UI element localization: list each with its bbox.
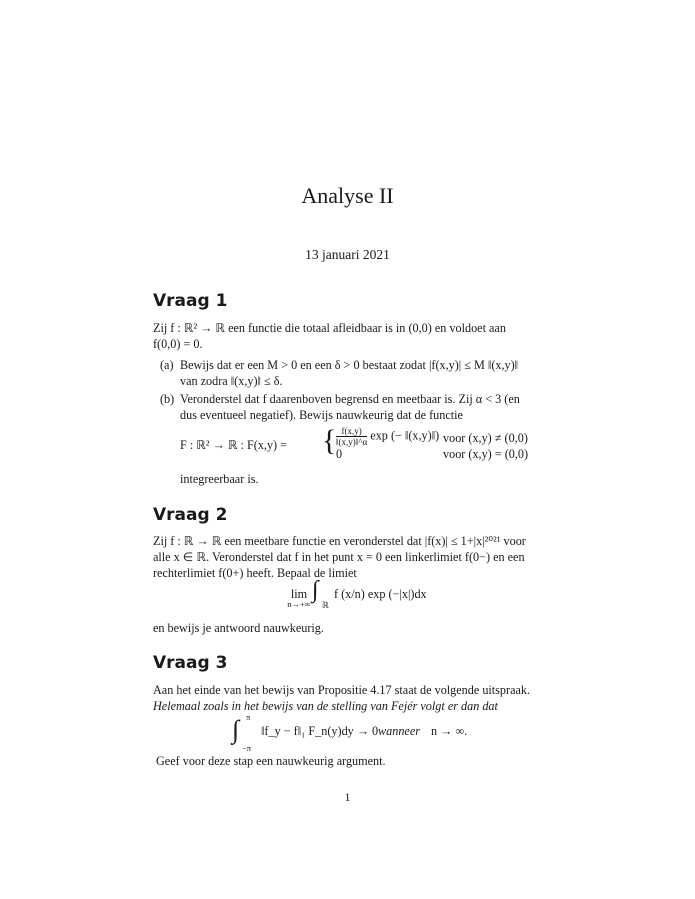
q3-integral-sign: ∫: [232, 715, 240, 744]
q3-line2: Helemaal zoals in het bewijs van de stelling van Fejér volgt er dan dat: [153, 699, 498, 713]
document-title: Analyse II: [301, 183, 394, 208]
q2-lim-subscript: n→+∞: [287, 599, 311, 609]
q1-equation-case2-condition: voor (x,y) = (0,0): [443, 447, 529, 461]
q3-when: wanneer: [378, 724, 420, 738]
q2-text: [153, 533, 545, 581]
document-date: 13 januari 2021: [305, 247, 390, 262]
q1-after: integreerbaar is.: [180, 472, 259, 486]
q1-part-a-label: (a): [160, 358, 174, 372]
q2-line3: rechterlimiet f(0+) heeft. Bepaal de limiet: [153, 566, 357, 580]
q1-heading: Vraag 1: [153, 291, 228, 311]
q1-part-b-line1: Veronderstel dat f daarenboven begrensd en meetbaar is. Zij α < 3 (en: [180, 392, 520, 406]
q1-fraction-denominator: ‖(x,y)‖^α: [336, 437, 368, 447]
q3-heading: Vraag 3: [153, 653, 228, 673]
q2-integral-sign: ∫: [312, 577, 319, 603]
q1-intro: [153, 320, 545, 352]
q3-text: [153, 682, 545, 714]
q1-equation-lhs: F : ℝ² → ℝ : F(x,y) =: [180, 438, 288, 452]
q1-equation-fraction: [336, 426, 367, 447]
q2-after: en bewijs je antwoord nauwkeurig.: [153, 621, 324, 635]
q3-after: Geef voor deze stap een nauwkeurig argument.: [156, 754, 386, 768]
q1-equation-brace: {: [322, 424, 337, 457]
q3-limit: n → ∞.: [431, 724, 468, 738]
page-number: 1: [344, 790, 351, 804]
q2-integral-domain: ℝ: [322, 600, 329, 610]
q1-part-a: [160, 357, 545, 389]
q2-line1: Zij f : ℝ → ℝ een meetbare functie en veronderstel dat |f(x)| ≤ 1+|x|²⁰²¹ voor: [153, 534, 526, 548]
q3-integral-upper: π: [246, 712, 251, 722]
q1-part-a-line1: Bewijs dat er een M > 0 en een δ > 0 bestaat zodat |f(x,y)| ≤ M ‖(x,y)‖: [180, 358, 519, 372]
q1-equation-case1: [336, 426, 439, 447]
q1-intro-line2: f(0,0) = 0.: [153, 337, 203, 351]
q3-integral-lower: −π: [242, 743, 252, 753]
q3-line1: Aan het einde van het bewijs van Propositie 4.17 staat de volgende uitspraak.: [153, 683, 531, 697]
q1-equation-case1-condition: voor (x,y) ≠ (0,0): [443, 431, 528, 445]
q1-equation-case1-rest: exp (− ‖(x,y)‖): [370, 428, 440, 443]
q2-lim-word: lim: [290, 587, 308, 601]
q1-equation-case2: 0: [336, 447, 343, 461]
q1-intro-line1: Zij f : ℝ² → ℝ een functie die totaal afleidbaar is in (0,0) en voldoet aan: [153, 321, 506, 335]
q1-part-b-label: (b): [160, 392, 175, 406]
q2-heading: Vraag 2: [153, 505, 228, 525]
q2-lim: [282, 587, 316, 609]
q2-line2: alle x ∈ ℝ. Veronderstel dat f in het punt x = 0 een linkerlimiet f(0−) en een: [153, 550, 525, 564]
q3-integrand: ‖f_y − f‖₁ F_n(y)dy → 0: [261, 724, 379, 738]
q1-part-a-line2: van zodra ‖(x,y)‖ ≤ δ.: [180, 374, 283, 388]
q1-fraction-numerator: f(x,y): [336, 426, 367, 437]
q2-integrand: f (x/n) exp (−|x|)dx: [334, 587, 427, 601]
q1-part-b-line2: dus eventueel negatief). Bewijs nauwkeurig dat de functie: [180, 408, 463, 422]
q1-part-b: [160, 391, 545, 423]
